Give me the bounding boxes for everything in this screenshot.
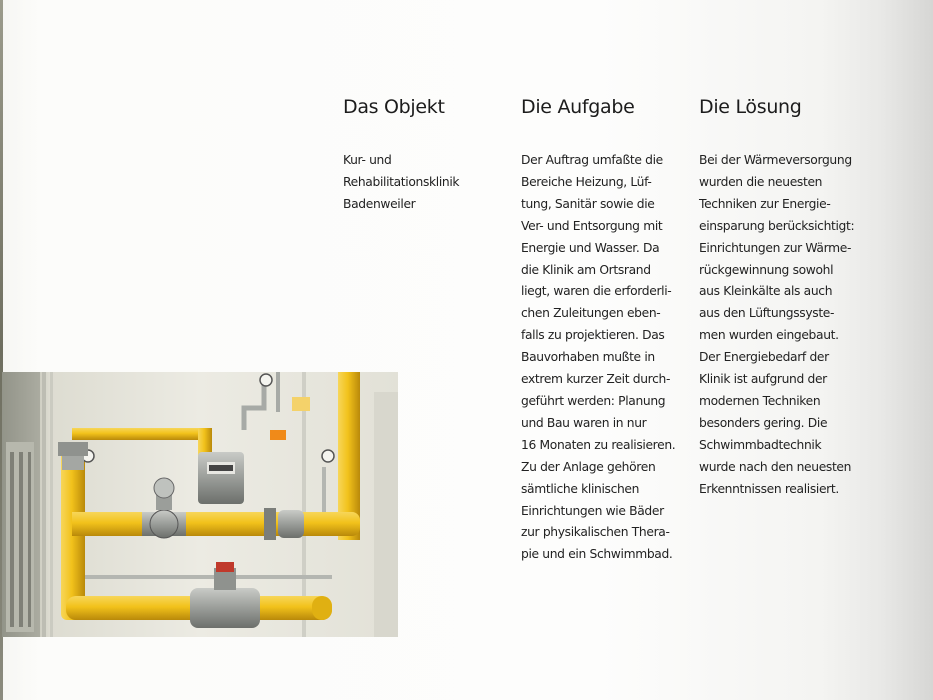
column-die-loesung bbox=[699, 94, 874, 501]
text-line: geführt werden: Planung bbox=[521, 393, 666, 408]
text-line: Bereiche Heizung, Lüf- bbox=[521, 174, 652, 189]
text-line: pie und ein Schwimmbad. bbox=[521, 547, 673, 562]
heading-die-aufgabe: Die Aufgabe bbox=[521, 96, 635, 118]
text-line: und Bau waren in nur bbox=[521, 415, 647, 430]
text-line: besonders gering. Die bbox=[699, 415, 828, 430]
heading-das-objekt: Das Objekt bbox=[343, 96, 445, 118]
text-line: Zu der Anlage gehören bbox=[521, 459, 656, 474]
text-line: wurden die neuesten bbox=[699, 174, 823, 189]
text-line: Kur- und bbox=[343, 153, 392, 167]
column-die-aufgabe bbox=[521, 94, 696, 566]
text-line: falls zu projektieren. Das bbox=[521, 328, 665, 343]
text-line: aus Kleinkälte als auch bbox=[699, 284, 833, 299]
text-line: Bei der Wärmeversorgung bbox=[699, 153, 852, 167]
text-line: rückgewinnung sowohl bbox=[699, 262, 834, 277]
text-line: Der Energiebedarf der bbox=[699, 350, 829, 365]
text-die-loesung bbox=[699, 150, 874, 501]
text-line: Rehabilitationsklinik bbox=[343, 174, 460, 189]
text-line: Energie und Wasser. Da bbox=[521, 240, 660, 255]
text-die-aufgabe bbox=[521, 150, 696, 566]
text-line: Einrichtungen wie Bäder bbox=[521, 503, 664, 518]
text-line: chen Zuleitungen eben- bbox=[521, 306, 661, 321]
text-das-objekt bbox=[343, 150, 518, 216]
text-line: Klinik ist aufgrund der bbox=[699, 372, 827, 387]
text-line: Badenweiler bbox=[343, 196, 416, 211]
text-line: einsparung berücksichtigt: bbox=[699, 218, 855, 233]
text-line: tung, Sanitär sowie die bbox=[521, 196, 655, 211]
text-line: 16 Monaten zu realisieren. bbox=[521, 437, 676, 452]
gas-piping-illustration bbox=[2, 372, 398, 637]
heading-die-loesung: Die Lösung bbox=[699, 96, 802, 118]
text-line: Schwimmbadtechnik bbox=[699, 437, 822, 452]
text-line: Erkenntnissen realisiert. bbox=[699, 481, 839, 496]
text-line: liegt, waren die erforderli- bbox=[521, 284, 672, 299]
text-line: modernen Techniken bbox=[699, 393, 821, 408]
text-line: aus den Lüftungssyste- bbox=[699, 306, 835, 321]
column-das-objekt bbox=[343, 94, 518, 216]
text-line: Der Auftrag umfaßte die bbox=[521, 153, 663, 167]
text-line: Bauvorhaben mußte in bbox=[521, 350, 655, 365]
text-line: Ver- und Entsorgung mit bbox=[521, 218, 663, 233]
gas-piping-photo bbox=[2, 372, 398, 637]
text-line: die Klinik am Ortsrand bbox=[521, 262, 651, 277]
text-line: men wurden eingebaut. bbox=[699, 328, 839, 343]
text-line: Techniken zur Energie- bbox=[699, 196, 831, 211]
text-line: sämtliche klinischen bbox=[521, 481, 640, 496]
text-line: Einrichtungen zur Wärme- bbox=[699, 240, 852, 255]
text-line: wurde nach den neuesten bbox=[699, 459, 852, 474]
text-line: extrem kurzer Zeit durch- bbox=[521, 372, 671, 387]
text-line: zur physikalischen Thera- bbox=[521, 525, 670, 540]
